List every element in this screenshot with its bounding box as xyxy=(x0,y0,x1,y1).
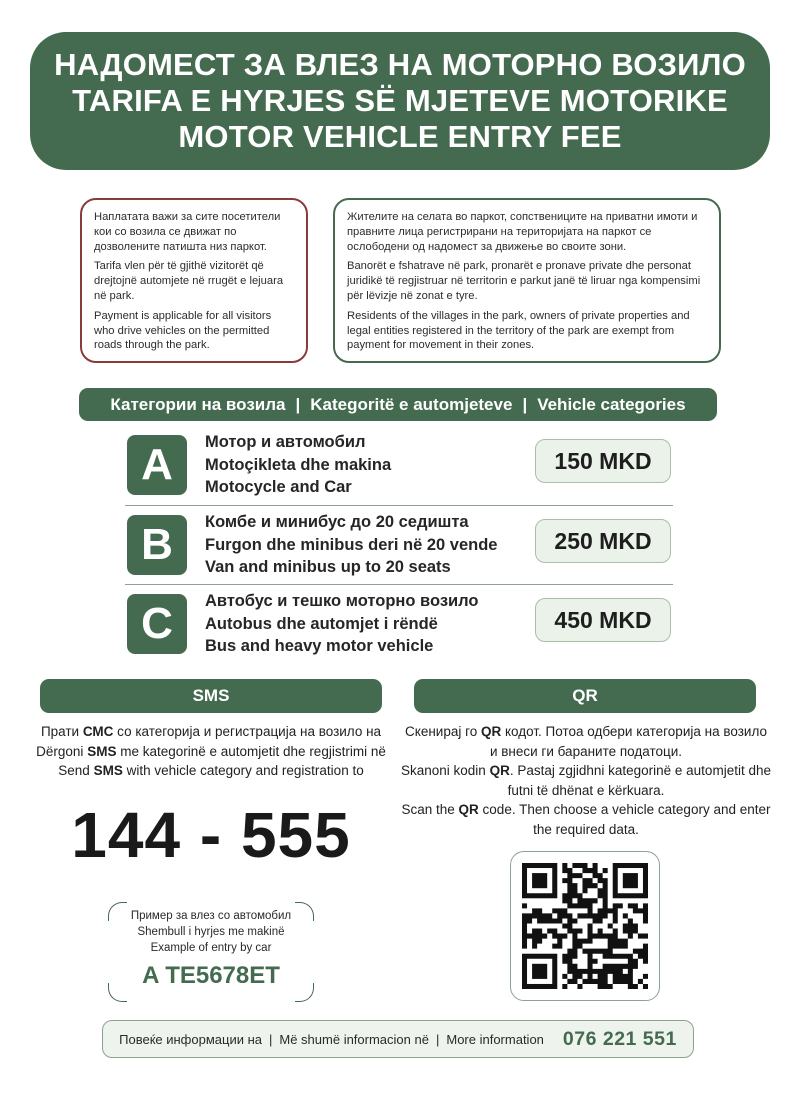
example-caption-en: Example of entry by car xyxy=(150,942,272,954)
qr-instruction-sq: Skanoni kodin QR. Pastaj zgjidhni kategorinë e automjetit dhe futni të dhënat e kërkuara. xyxy=(401,763,771,798)
qr-instructions xyxy=(400,722,772,839)
footer-label-mk: Повеќе информации на xyxy=(119,1031,262,1047)
row-divider xyxy=(125,505,673,506)
category-name-sq: Motoçikleta dhe makina xyxy=(205,455,392,474)
page-header xyxy=(30,32,770,170)
header-title-mk: НАДОМЕСТ ЗА ВЛЕЗ НА МОТОРНО ВОЗИЛО xyxy=(54,47,746,82)
categories-label-en: Vehicle categories xyxy=(537,394,686,414)
qr-code-frame xyxy=(510,851,660,1001)
example-caption-mk: Пример за влез со автомобил xyxy=(130,910,292,922)
category-description xyxy=(205,431,391,499)
sms-section-header: SMS xyxy=(40,679,382,713)
category-price: 250 MKD xyxy=(535,519,671,563)
category-name-sq: Furgon dhe minibus deri në 20 vende xyxy=(205,535,498,554)
category-name-en: Motocycle and Car xyxy=(205,478,352,496)
sms-instruction-mk: Прати СМС со категорија и регистрација на возило на xyxy=(40,724,382,739)
category-badge: C xyxy=(127,594,187,654)
example-box xyxy=(108,902,314,1002)
category-description xyxy=(205,511,497,579)
category-name-mk: Мотор и автомобил xyxy=(205,433,366,451)
header-title-sq: TARIFA E HYRJES SË MJETEVE MOTORIKE xyxy=(72,83,728,118)
example-caption-sq: Shembull i hyrjes me makinë xyxy=(137,926,285,938)
exemption-info-box xyxy=(333,198,721,363)
category-row-b xyxy=(125,511,673,581)
category-name-mk: Комбе и минибус до 20 седишта xyxy=(205,513,469,531)
qr-instruction-mk: Скенирај го QR кодот. Потоа одбери категорија на возило и внеси ги бараните податоци. xyxy=(405,724,767,759)
exemption-info-sq: Banorët e fshatrave në park, pronarët e pronave private dhe personat juridikë të regjistruar në territorin e parkut janë të liruar nga kompensimi për lëvizje në zonat e tyre. xyxy=(347,260,701,302)
header-title-en: MOTOR VEHICLE ENTRY FEE xyxy=(178,119,622,154)
qr-code-icon[interactable] xyxy=(522,863,648,989)
exemption-info-en: Residents of the villages in the park, owners of private properties and legal entities registered in the territory of the park are exempt from payment for movement in their zones. xyxy=(347,309,690,352)
row-divider xyxy=(125,584,673,585)
footer-phone-number[interactable]: 076 221 551 xyxy=(562,1027,677,1050)
qr-instruction-en: Scan the QR code. Then choose a vehicle category and enter the required data. xyxy=(401,802,771,837)
category-badge: B xyxy=(127,515,187,575)
payment-info-en: Payment is applicable for all visitors who drive vehicles on the permitted roads through the park. xyxy=(94,309,272,352)
category-name-en: Van and minibus up to 20 seats xyxy=(205,558,451,576)
categories-label-sq: Kategoritë e automjeteve xyxy=(310,394,513,414)
separator: | xyxy=(435,1031,440,1047)
payment-info-sq: Tarifa vlen për të gjithë vizitorët që drejtojnë automjete në rrugët e lejuara në park. xyxy=(94,260,284,302)
payment-info-mk: Наплатата важи за сите посетители кои со возила се движат по дозволените патишта низ паркот. xyxy=(94,211,281,253)
sms-instruction-en: Send SMS with vehicle category and registration to xyxy=(58,763,364,778)
category-row-c xyxy=(125,590,673,660)
vehicle-categories-bar xyxy=(79,388,717,421)
separator: | xyxy=(295,394,301,414)
exemption-info-mk: Жителите на селата во паркот, сопствениците на приватни имоти и правните лица регистрирани на територијата на паркот се ослободени од надомест за движење во своите зони. xyxy=(347,211,698,253)
sms-instructions xyxy=(30,722,392,781)
category-name-sq: Autobus dhe automjet i rëndë xyxy=(205,614,438,633)
sms-instruction-sq: Dërgoni SMS me kategorinë e automjetit dhe regjistrimi në xyxy=(36,743,386,759)
payment-info-box xyxy=(80,198,308,363)
category-badge: A xyxy=(127,435,187,495)
footer-label-en: More information xyxy=(446,1031,544,1047)
category-price: 150 MKD xyxy=(535,439,671,483)
qr-section-header: QR xyxy=(414,679,756,713)
category-description xyxy=(205,590,479,658)
category-name-en: Bus and heavy motor vehicle xyxy=(205,637,434,655)
category-row-a xyxy=(125,431,673,501)
example-plate: A TE5678ET xyxy=(142,962,280,989)
footer-info-bar xyxy=(102,1020,694,1058)
category-price: 450 MKD xyxy=(535,598,671,642)
footer-label-sq: Më shumë informacion në xyxy=(279,1031,429,1047)
categories-label-mk: Категории на возила xyxy=(110,394,286,414)
separator: | xyxy=(269,1031,273,1047)
sms-number: 144 - 555 xyxy=(71,799,351,871)
category-name-mk: Автобус и тешко моторно возило xyxy=(205,592,479,610)
separator: | xyxy=(522,394,528,414)
example-caption xyxy=(108,908,314,956)
